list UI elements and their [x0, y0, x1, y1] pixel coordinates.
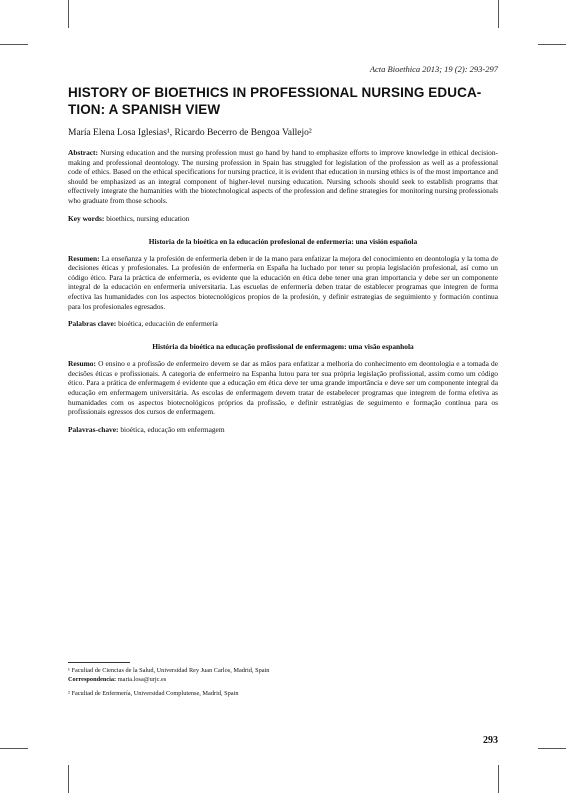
- crop-mark: [0, 44, 28, 45]
- crop-mark: [498, 765, 499, 793]
- resumen-text: La enseñanza y la profesión de enfermería deben ir de la mano para enfatizar la mejora del conocimiento en deontología y la toma de decisiones éticas y profesionales. La profesión de enfermería en España ha luchado por tener su propia legislación profesional, así como un código ético. Para la práctica de enfermería, es evidente que la educación en ética debe tener una gran importancia y debe ser un componente integral de la educación en enfermería universitaria. Las escuelas de enfermería deben tratar de establecer programas que integren de forma efectiva las humanidades con los aspectos biotecnológicos propios de la profesión, y definir estrategias de seguimiento y formación continua para los profesionales egresados.: [68, 253, 498, 311]
- keywords-spanish: [68, 319, 498, 328]
- footnote-1-contact: [68, 676, 498, 685]
- footnote-rule: [68, 662, 130, 663]
- palabras-clave-text: bioética, educación de enfermería: [118, 319, 218, 329]
- article-content: [68, 64, 498, 448]
- abstract-portuguese: [68, 359, 498, 417]
- authors: María Elena Losa Iglesias¹, Ricardo Becerro de Bengoa Vallejo²: [68, 128, 312, 138]
- portuguese-title: História da bioética na educação profissional de enfermagem: uma visão espanhola: [152, 342, 414, 352]
- abstract-english: [68, 148, 498, 206]
- page-number: 293: [483, 735, 498, 746]
- abstract-text: Nursing education and the nursing profession must go hand by hand to emphasize efforts to improve knowledge in ethical decision-making and professional deontology. The nursing profession in Spain has struggled for legislation of the profession as well as a professional code of ethics. Based on the ethical specifications for nursing practice, it is evident that education in nursing ethics is of the most importance and should be emphasized as an integral component of higher-level nursing education. Nursing schools should seek to establish programs that effectively integrate the humanities with the biotechnological aspects of the profession and define strategies for monitoring nursing professionals who graduate from those schools.: [68, 148, 498, 205]
- resumo-label: Resumo:: [68, 359, 96, 369]
- resumen-label: Resumen:: [68, 253, 100, 263]
- crop-mark: [68, 765, 69, 793]
- abstract-spanish: [68, 254, 498, 312]
- contact-email[interactable]: maria.losa@urjc.es: [117, 675, 167, 683]
- abstract-label: Abstract:: [68, 148, 98, 157]
- footnote-2: ² Facultad de Enfermería, Universidad Complutense, Madrid, Spain: [68, 690, 239, 698]
- keywords-portuguese: [68, 425, 498, 434]
- keywords-text: bioethics, nursing education: [106, 213, 190, 223]
- palavras-chave-label: Palavras-chave:: [68, 424, 119, 434]
- article-title: HISTORY OF BIOETHICS IN PROFESSIONAL NURSING EDUCA-TION: A SPANISH VIEW: [68, 85, 482, 117]
- keywords-label: Key words:: [68, 213, 105, 223]
- keywords-english: [68, 214, 498, 223]
- resumo-text: O ensino e a profissão de enfermeiro devem se dar as mãos para enfatizar a melhoria do conhecimento em deontologia e a tomada de decisões éticas e profissionais. A categoria de enfermeiro na Espanha lutou para ter sua própria legislação profissional, assim como um código ético. Para a prática de enfermagem é evidente que a educação em ética deve ter uma grande importância e deve ser um componente integral da educação em enfermagem universitária. As escolas de enfermagem devem tratar de estabelecer programas que integrem de forma efetiva as humanidades com os aspectos biotecnológicos próprios da profissão, e definir estratégias de seguimento e formação contínua para os profissionais egressos dos cursos de enfermagem.: [68, 359, 498, 417]
- journal-reference: Acta Bioethica 2013; 19 (2): 293-297: [369, 64, 498, 74]
- footnote-1: ¹ Facultad de Ciencias de la Salud, Universidad Rey Juan Carlos, Madrid, Spain: [68, 667, 270, 674]
- crop-mark: [538, 44, 566, 45]
- crop-mark: [0, 748, 28, 749]
- crop-mark: [538, 748, 566, 749]
- palavras-chave-text: bioética, educação em enfermagem: [120, 424, 225, 434]
- footnotes: [68, 662, 498, 699]
- palabras-clave-label: Palabras clave:: [68, 319, 117, 329]
- crop-mark: [68, 0, 69, 28]
- crop-mark: [498, 0, 499, 28]
- contact-label: Correspondencia:: [68, 675, 117, 683]
- spanish-title: Historia de la bioética en la educación profesional de enfermería: una visión española: [148, 236, 418, 246]
